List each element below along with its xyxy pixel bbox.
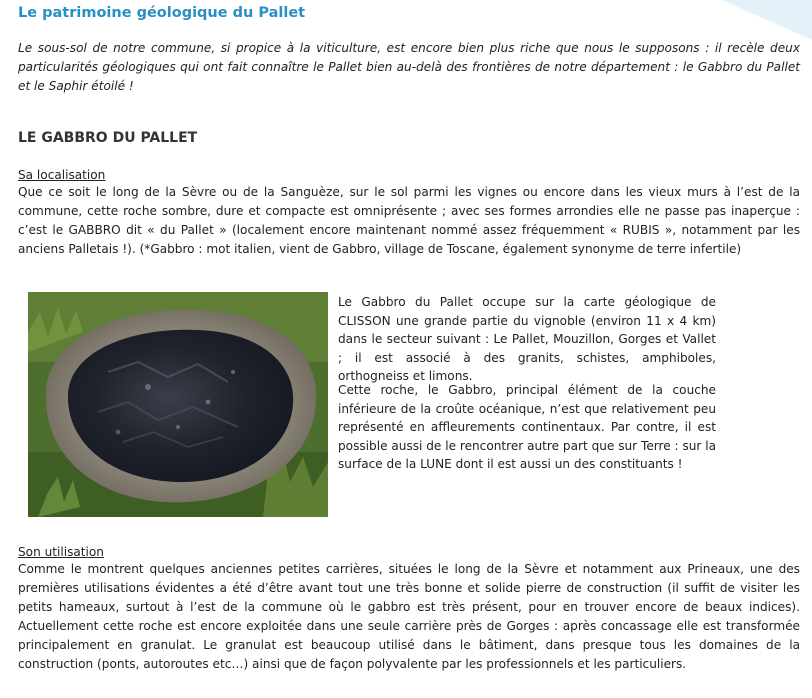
section-heading: LE GABBRO DU PALLET <box>18 130 198 146</box>
localisation-heading: Sa localisation <box>18 168 106 182</box>
page-title: Le patrimoine géologique du Pallet <box>18 5 306 21</box>
photo-caption-text-1: Le Gabbro du Pallet occupe sur la carte géologique de CLISSON une grande partie du vignoble (environ 11 x 4 km) dans le secteur suivant : Le Pallet, Mouzillon, Gorges et Vallet ; il est associé à des granits, schistes, amphiboles, orthogneiss et limons. <box>338 295 716 384</box>
intro-paragraph: Le sous-sol de notre commune, si propice à la viticulture, est encore bien plus riche que nous le supposons : il recèle deux particularités géologiques qui ont fait connaître le Pallet bien au-delà des frontières de notre département : le Gabbro du Pallet et le Saphir étoilé ! <box>18 41 800 93</box>
corner-decoration <box>722 0 812 40</box>
utilisation-paragraph: Comme le montrent quelques anciennes petites carrières, situées le long de la Sèvre et notamment aux Prineaux, une des premières utilisations évidentes a été d’être avant tout une très bonne et solide pierre de construction (il suffit de visiter les petits hameaux, surtout à l’est de la commune où le gabbro est très présent, pour en trouver encore de beaux indices). Actuellement cette roche est encore exploitée dans une seule carrière près de Gorges : après concassage elle est transformée principalement en granulat. Le granulat est beaucoup utilisé dans le bâtiment, dans presque tous les domaines de la construction (ponts, autoroutes etc…) ainsi que de façon polyvalente par les professionnels et les particuliers. <box>18 562 800 671</box>
gabbro-rock-photo <box>28 292 328 517</box>
utilisation-heading: Son utilisation <box>18 545 104 559</box>
localisation-paragraph: Que ce soit le long de la Sèvre ou de la Sanguèze, sur le sol parmi les vignes ou encore dans les vieux murs à l’est de la commune, cette roche sombre, dure et compacte est omniprésente ; avec ses formes arrondies elle ne passe pas inaperçue : c’est le GABBRO dit « du Pallet » (localement encore maintenant nommé assez fréquemment « RUBIS », notamment par les anciens Palletais !). (*Gabbro : mot italien, vient de Gabbro, village de Toscane, également synonyme de terre infertile) <box>18 185 800 256</box>
photo-caption-text-2: Cette roche, le Gabbro, principal élément de la couche inférieure de la croûte océanique, n’est que relativement peu représenté en affleurements continentaux. Par contre, il est possible aussi de le rencontrer autre part que sur Terre : sur la surface de la LUNE dont il est aussi un des constituants ! <box>338 383 716 472</box>
